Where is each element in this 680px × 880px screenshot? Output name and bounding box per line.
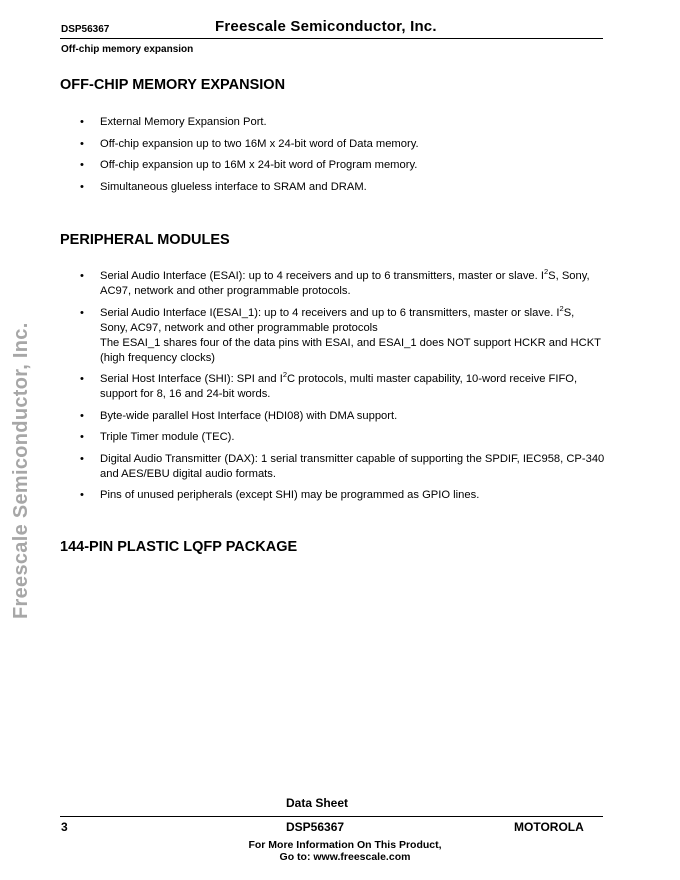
esai-text-post: S, Sony, AC97, network and other programmable protocols. — [100, 270, 590, 297]
list-item — [80, 115, 605, 130]
section-title-peripheral: PERIPHERAL MODULES — [60, 232, 230, 248]
memory-feature-list — [80, 115, 605, 201]
list-item — [80, 452, 605, 482]
bullet-icon: • — [80, 452, 84, 465]
footer-doc-type: Data Sheet — [286, 796, 349, 810]
list-item-esai — [80, 269, 605, 299]
list-item-esai1 — [80, 303, 605, 366]
footer-divider — [60, 816, 603, 817]
esai1-text-pre: Serial Audio Interface I(ESAI_1): up to 4 receivers and up to 6 transmitters, master or slave. I — [100, 306, 560, 319]
list-item-text: Simultaneous glueless interface to SRAM and DRAM. — [100, 180, 367, 193]
peripheral-module-list — [80, 269, 605, 510]
shi-text-pre: Serial Host Interface (SHI): SPI and I — [100, 373, 283, 385]
footer-info — [200, 839, 490, 863]
shi-superscript: 2 — [282, 370, 287, 379]
list-item — [80, 488, 605, 503]
shi-text-post: C protocols, multi master capability, 10-word receive FIFO, support for 8, 16 and 24-bit words. — [100, 373, 578, 400]
esai-text-pre: Serial Audio Interface (ESAI): up to 4 receivers and up to 6 transmitters, master or slave. I — [100, 270, 544, 282]
list-item-text: Digital Audio Transmitter (DAX): 1 serial transmitter capable of supporting the SPDIF, IEC958, CP-340 and AES/EBU digital audio formats. — [100, 452, 605, 480]
list-item — [80, 137, 605, 152]
footer-info-line2: Go to: www.freescale.com — [279, 851, 411, 863]
list-item-text: Off-chip expansion up to two 16M x 24-bit word of Data memory. — [100, 137, 419, 150]
bullet-icon: • — [80, 180, 84, 193]
list-item — [80, 409, 605, 424]
list-item-shi — [80, 372, 605, 402]
list-item-text: Pins of unused peripherals (except SHI) may be programmed as GPIO lines. — [100, 489, 480, 501]
bullet-icon: • — [80, 270, 84, 282]
bullet-icon: • — [80, 116, 84, 128]
list-item — [80, 180, 605, 195]
section-title-package: 144-PIN PLASTIC LQFP PACKAGE — [60, 539, 298, 555]
footer-doc-code: DSP56367 — [286, 820, 345, 834]
header-divider — [60, 38, 603, 39]
header-subtitle: Off-chip memory expansion — [61, 44, 194, 55]
header-company-name: Freescale Semiconductor, Inc. — [215, 18, 437, 35]
bullet-icon: • — [80, 409, 84, 422]
list-item-text: Triple Timer module (TEC). — [100, 431, 235, 443]
esai-superscript: 2 — [543, 267, 549, 276]
bullet-icon: • — [80, 137, 84, 150]
section-title-memory: OFF-CHIP MEMORY EXPANSION — [60, 77, 286, 93]
footer-brand: MOTOROLA — [514, 820, 584, 834]
esai1-note: The ESAI_1 shares four of the data pins with ESAI, and ESAI_1 does NOT support HCKR and HCKT (high frequency clocks) — [100, 336, 601, 364]
esai1-superscript: 2 — [559, 303, 564, 313]
footer-info-line1: For More Information On This Product, — [248, 839, 442, 851]
list-item — [80, 158, 605, 173]
bullet-icon: • — [80, 306, 84, 319]
list-item-text: Off-chip expansion up to 16M x 24-bit word of Program memory. — [100, 159, 418, 171]
header-doc-code: DSP56367 — [61, 24, 110, 35]
bullet-icon: • — [80, 489, 84, 501]
side-watermark: Freescale Semiconductor, Inc. — [10, 322, 32, 619]
esai1-text-post: S, Sony, AC97, network and other programmable protocols — [100, 306, 575, 334]
bullet-icon: • — [80, 159, 84, 171]
footer-page-number: 3 — [61, 820, 68, 834]
list-item-text: External Memory Expansion Port. — [100, 116, 267, 128]
bullet-icon: • — [80, 431, 84, 443]
list-item — [80, 430, 605, 445]
bullet-icon: • — [80, 373, 84, 385]
list-item-text: Byte-wide parallel Host Interface (HDI08) with DMA support. — [100, 409, 398, 422]
